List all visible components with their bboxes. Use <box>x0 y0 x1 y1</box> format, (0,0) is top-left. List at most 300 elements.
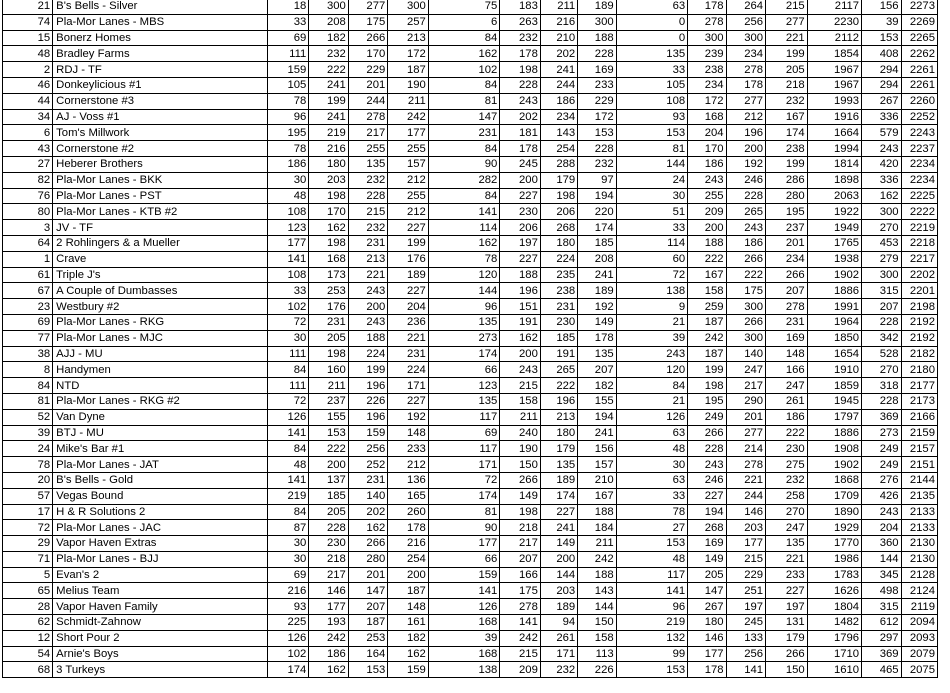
team-number-cell: 65 <box>3 583 53 599</box>
score-cell: 2225 <box>901 188 937 204</box>
team-number-cell: 61 <box>3 267 53 283</box>
score-cell: 84 <box>267 441 309 457</box>
score-cell: 169 <box>578 62 616 78</box>
score-cell: 238 <box>540 283 577 299</box>
score-cell: 209 <box>688 204 726 220</box>
score-cell: 1916 <box>807 109 861 125</box>
score-cell: 175 <box>348 14 387 30</box>
score-cell: 300 <box>388 0 429 14</box>
score-cell: 207 <box>500 551 541 567</box>
score-cell: 369 <box>862 409 901 425</box>
table-row <box>3 46 938 62</box>
score-cell: 256 <box>726 14 765 30</box>
score-cell: 198 <box>688 378 726 394</box>
score-cell: 188 <box>348 330 387 346</box>
score-cell: 228 <box>862 393 901 409</box>
score-cell: 177 <box>726 536 765 552</box>
score-cell: 132 <box>616 630 688 646</box>
score-cell: 1886 <box>807 425 861 441</box>
score-cell: 102 <box>428 62 500 78</box>
score-cell: 212 <box>388 204 429 220</box>
team-number-cell: 5 <box>3 567 53 583</box>
score-cell: 242 <box>309 630 348 646</box>
score-cell: 93 <box>616 109 688 125</box>
score-cell: 9 <box>616 299 688 315</box>
score-cell: 200 <box>500 346 541 362</box>
team-name-cell: AJJ - MU <box>53 346 268 362</box>
score-cell: 221 <box>766 30 808 46</box>
score-cell: 579 <box>862 125 901 141</box>
score-cell: 318 <box>862 378 901 394</box>
score-cell: 177 <box>388 125 429 141</box>
score-cell: 189 <box>578 283 616 299</box>
score-cell: 256 <box>348 441 387 457</box>
score-cell: 149 <box>500 488 541 504</box>
score-cell: 186 <box>766 409 808 425</box>
score-cell: 226 <box>578 662 616 678</box>
score-cell: 159 <box>388 662 429 678</box>
team-number-cell: 6 <box>3 125 53 141</box>
team-name-cell: Cornerstone #2 <box>53 141 268 157</box>
table-row <box>3 425 938 441</box>
score-cell: 315 <box>862 283 901 299</box>
team-number-cell: 12 <box>3 630 53 646</box>
score-cell: 158 <box>578 630 616 646</box>
score-cell: 96 <box>267 109 309 125</box>
score-cell: 207 <box>578 362 616 378</box>
score-cell: 168 <box>428 646 500 662</box>
score-cell: 244 <box>540 77 577 93</box>
score-cell: 1967 <box>807 62 861 78</box>
score-cell: 81 <box>428 504 500 520</box>
score-cell: 244 <box>726 488 765 504</box>
score-cell: 33 <box>267 283 309 299</box>
score-cell: 297 <box>862 630 901 646</box>
team-name-cell: Heberer Brothers <box>53 156 268 172</box>
score-cell: 171 <box>428 457 500 473</box>
score-cell: 202 <box>500 109 541 125</box>
score-cell: 155 <box>309 409 348 425</box>
score-cell: 155 <box>578 393 616 409</box>
score-cell: 247 <box>766 378 808 394</box>
score-cell: 135 <box>428 314 500 330</box>
score-cell: 1922 <box>807 204 861 220</box>
score-cell: 215 <box>500 378 541 394</box>
team-number-cell: 62 <box>3 615 53 631</box>
score-cell: 149 <box>578 314 616 330</box>
score-cell: 251 <box>726 583 765 599</box>
score-cell: 207 <box>348 599 387 615</box>
score-cell: 2269 <box>901 14 937 30</box>
score-cell: 192 <box>388 409 429 425</box>
score-cell: 196 <box>540 393 577 409</box>
score-cell: 205 <box>766 62 808 78</box>
score-cell: 200 <box>309 457 348 473</box>
score-cell: 201 <box>726 409 765 425</box>
score-cell: 408 <box>862 46 901 62</box>
score-cell: 1994 <box>807 141 861 157</box>
team-name-cell: Arnie's Boys <box>53 646 268 662</box>
table-row <box>3 314 938 330</box>
score-cell: 222 <box>688 251 726 267</box>
score-cell: 78 <box>616 504 688 520</box>
score-cell: 2112 <box>807 30 861 46</box>
score-cell: 2218 <box>901 235 937 251</box>
score-cell: 108 <box>616 93 688 109</box>
score-cell: 197 <box>500 235 541 251</box>
score-cell: 240 <box>500 425 541 441</box>
score-cell: 212 <box>726 109 765 125</box>
score-cell: 141 <box>428 583 500 599</box>
team-name-cell: 3 Turkeys <box>53 662 268 678</box>
score-cell: 227 <box>688 488 726 504</box>
score-cell: 2159 <box>901 425 937 441</box>
score-cell: 191 <box>500 314 541 330</box>
score-cell: 270 <box>862 220 901 236</box>
score-cell: 217 <box>348 125 387 141</box>
score-cell: 149 <box>688 551 726 567</box>
score-cell: 2202 <box>901 267 937 283</box>
score-cell: 245 <box>726 615 765 631</box>
score-cell: 126 <box>428 599 500 615</box>
team-number-cell: 29 <box>3 536 53 552</box>
score-cell: 33 <box>616 488 688 504</box>
score-cell: 203 <box>309 172 348 188</box>
table-row <box>3 362 938 378</box>
score-cell: 197 <box>726 599 765 615</box>
score-cell: 216 <box>540 14 577 30</box>
score-cell: 2198 <box>901 299 937 315</box>
score-cell: 0 <box>616 30 688 46</box>
score-cell: 33 <box>616 62 688 78</box>
score-cell: 2180 <box>901 362 937 378</box>
score-cell: 162 <box>862 188 901 204</box>
score-cell: 241 <box>578 267 616 283</box>
team-name-cell: 2 Rohlingers & a Mueller <box>53 235 268 251</box>
score-cell: 243 <box>726 220 765 236</box>
score-cell: 147 <box>348 583 387 599</box>
score-cell: 2265 <box>901 30 937 46</box>
score-cell: 81 <box>428 93 500 109</box>
score-cell: 164 <box>348 646 387 662</box>
score-cell: 168 <box>309 251 348 267</box>
score-cell: 249 <box>862 441 901 457</box>
score-cell: 126 <box>267 630 309 646</box>
score-cell: 241 <box>540 62 577 78</box>
score-cell: 258 <box>766 488 808 504</box>
score-cell: 166 <box>500 567 541 583</box>
team-number-cell: 78 <box>3 457 53 473</box>
score-cell: 243 <box>862 504 901 520</box>
score-cell: 84 <box>428 77 500 93</box>
score-cell: 189 <box>540 599 577 615</box>
score-cell: 227 <box>388 393 429 409</box>
score-cell: 300 <box>726 299 765 315</box>
score-cell: 126 <box>616 409 688 425</box>
team-name-cell: Pla-Mor Lanes - MJC <box>53 330 268 346</box>
score-cell: 227 <box>500 188 541 204</box>
score-cell: 114 <box>428 220 500 236</box>
score-cell: 253 <box>348 630 387 646</box>
score-cell: 226 <box>348 393 387 409</box>
score-cell: 221 <box>388 330 429 346</box>
score-cell: 2157 <box>901 441 937 457</box>
score-cell: 1610 <box>807 662 861 678</box>
score-cell: 140 <box>726 346 765 362</box>
score-cell: 231 <box>348 472 387 488</box>
score-cell: 176 <box>309 299 348 315</box>
score-cell: 300 <box>726 30 765 46</box>
score-cell: 105 <box>616 77 688 93</box>
score-cell: 243 <box>616 346 688 362</box>
score-cell: 255 <box>688 188 726 204</box>
score-cell: 135 <box>428 393 500 409</box>
score-cell: 228 <box>578 141 616 157</box>
score-cell: 66 <box>428 551 500 567</box>
score-cell: 123 <box>267 220 309 236</box>
team-number-cell: 24 <box>3 441 53 457</box>
score-cell: 198 <box>309 188 348 204</box>
score-cell: 188 <box>688 235 726 251</box>
score-cell: 2079 <box>901 646 937 662</box>
score-cell: 205 <box>309 504 348 520</box>
score-cell: 182 <box>309 30 348 46</box>
score-cell: 99 <box>616 646 688 662</box>
score-cell: 228 <box>688 441 726 457</box>
score-cell: 206 <box>540 204 577 220</box>
score-cell: 213 <box>540 409 577 425</box>
score-cell: 72 <box>267 393 309 409</box>
score-cell: 238 <box>766 141 808 157</box>
score-cell: 232 <box>348 172 387 188</box>
table-row <box>3 172 938 188</box>
score-cell: 72 <box>428 472 500 488</box>
score-cell: 2094 <box>901 615 937 631</box>
score-cell: 266 <box>688 425 726 441</box>
score-cell: 199 <box>348 362 387 378</box>
score-cell: 185 <box>540 330 577 346</box>
score-cell: 177 <box>267 235 309 251</box>
score-cell: 1804 <box>807 599 861 615</box>
score-cell: 184 <box>578 520 616 536</box>
score-cell: 120 <box>428 267 500 283</box>
score-cell: 202 <box>540 46 577 62</box>
score-cell: 232 <box>540 662 577 678</box>
team-number-cell: 72 <box>3 520 53 536</box>
score-cell: 182 <box>388 630 429 646</box>
score-cell: 228 <box>578 46 616 62</box>
score-cell: 141 <box>616 583 688 599</box>
score-cell: 196 <box>348 409 387 425</box>
team-number-cell: 74 <box>3 14 53 30</box>
score-cell: 225 <box>267 615 309 631</box>
score-cell: 232 <box>578 156 616 172</box>
score-cell: 261 <box>766 393 808 409</box>
score-cell: 300 <box>726 330 765 346</box>
score-cell: 205 <box>309 330 348 346</box>
score-cell: 153 <box>616 536 688 552</box>
score-cell: 221 <box>726 472 765 488</box>
score-cell: 133 <box>726 630 765 646</box>
score-cell: 196 <box>348 378 387 394</box>
score-cell: 2117 <box>807 0 861 14</box>
score-cell: 51 <box>616 204 688 220</box>
score-cell: 270 <box>766 504 808 520</box>
score-cell: 232 <box>348 220 387 236</box>
team-number-cell: 15 <box>3 30 53 46</box>
score-cell: 75 <box>428 0 500 14</box>
score-cell: 114 <box>616 235 688 251</box>
table-row <box>3 520 938 536</box>
score-cell: 147 <box>428 109 500 125</box>
score-cell: 214 <box>726 441 765 457</box>
score-cell: 117 <box>428 409 500 425</box>
score-cell: 266 <box>500 472 541 488</box>
score-cell: 144 <box>862 551 901 567</box>
score-cell: 1859 <box>807 378 861 394</box>
score-cell: 200 <box>688 220 726 236</box>
team-number-cell: 1 <box>3 251 53 267</box>
table-row <box>3 141 938 157</box>
score-cell: 151 <box>500 299 541 315</box>
team-name-cell: Vapor Haven Extras <box>53 536 268 552</box>
score-cell: 213 <box>388 30 429 46</box>
score-cell: 176 <box>388 251 429 267</box>
table-row <box>3 551 938 567</box>
score-cell: 2219 <box>901 220 937 236</box>
score-cell: 30 <box>267 551 309 567</box>
score-cell: 159 <box>428 567 500 583</box>
score-cell: 113 <box>578 646 616 662</box>
score-cell: 39 <box>428 630 500 646</box>
score-cell: 39 <box>862 14 901 30</box>
team-name-cell: Vapor Haven Family <box>53 599 268 615</box>
score-cell: 188 <box>578 567 616 583</box>
table-row <box>3 77 938 93</box>
score-cell: 144 <box>578 599 616 615</box>
score-cell: 233 <box>388 441 429 457</box>
score-cell: 1710 <box>807 646 861 662</box>
table-row <box>3 14 938 30</box>
score-cell: 175 <box>726 283 765 299</box>
score-cell: 222 <box>309 62 348 78</box>
score-cell: 30 <box>616 457 688 473</box>
score-cell: 278 <box>726 62 765 78</box>
score-cell: 162 <box>348 520 387 536</box>
score-cell: 186 <box>688 156 726 172</box>
score-cell: 201 <box>348 77 387 93</box>
score-cell: 243 <box>688 172 726 188</box>
score-cell: 242 <box>688 330 726 346</box>
score-cell: 87 <box>267 520 309 536</box>
score-cell: 203 <box>726 520 765 536</box>
score-cell: 253 <box>309 283 348 299</box>
table-row <box>3 220 938 236</box>
score-cell: 144 <box>616 156 688 172</box>
score-cell: 255 <box>388 141 429 157</box>
score-cell: 218 <box>500 520 541 536</box>
team-name-cell: Pla-Mor Lanes - JAT <box>53 457 268 473</box>
team-name-cell: Bradley Farms <box>53 46 268 62</box>
team-name-cell: RDJ - TF <box>53 62 268 78</box>
score-cell: 150 <box>766 662 808 678</box>
score-cell: 135 <box>616 46 688 62</box>
score-cell: 280 <box>766 188 808 204</box>
score-cell: 180 <box>540 425 577 441</box>
team-number-cell: 21 <box>3 0 53 14</box>
score-cell: 199 <box>309 93 348 109</box>
score-cell: 188 <box>578 30 616 46</box>
table-row <box>3 62 938 78</box>
score-cell: 194 <box>578 409 616 425</box>
score-cell: 126 <box>267 409 309 425</box>
score-cell: 200 <box>348 299 387 315</box>
team-number-cell: 81 <box>3 393 53 409</box>
score-cell: 96 <box>428 299 500 315</box>
score-cell: 102 <box>267 299 309 315</box>
score-cell: 159 <box>348 425 387 441</box>
team-name-cell: Pla-Mor Lanes - MBS <box>53 14 268 30</box>
score-cell: 66 <box>428 362 500 378</box>
score-cell: 236 <box>388 314 429 330</box>
score-cell: 27 <box>616 520 688 536</box>
score-cell: 230 <box>540 314 577 330</box>
score-cell: 278 <box>348 109 387 125</box>
score-cell: 1796 <box>807 630 861 646</box>
score-cell: 228 <box>726 188 765 204</box>
score-cell: 268 <box>688 520 726 536</box>
score-cell: 300 <box>862 267 901 283</box>
score-cell: 228 <box>500 77 541 93</box>
score-cell: 187 <box>348 615 387 631</box>
score-cell: 177 <box>428 536 500 552</box>
score-cell: 232 <box>766 93 808 109</box>
score-cell: 174 <box>766 125 808 141</box>
score-cell: 135 <box>540 457 577 473</box>
table-row <box>3 299 938 315</box>
score-cell: 169 <box>688 536 726 552</box>
score-cell: 189 <box>388 267 429 283</box>
score-cell: 227 <box>766 583 808 599</box>
score-cell: 153 <box>348 662 387 678</box>
score-cell: 1890 <box>807 504 861 520</box>
table-row <box>3 662 938 678</box>
score-cell: 1902 <box>807 457 861 473</box>
score-cell: 2093 <box>901 630 937 646</box>
score-cell: 211 <box>578 536 616 552</box>
score-cell: 465 <box>862 662 901 678</box>
team-name-cell: Crave <box>53 251 268 267</box>
table-row <box>3 567 938 583</box>
score-cell: 1898 <box>807 172 861 188</box>
score-cell: 203 <box>540 583 577 599</box>
score-cell: 235 <box>540 267 577 283</box>
score-cell: 172 <box>578 109 616 125</box>
score-cell: 24 <box>616 172 688 188</box>
score-cell: 1854 <box>807 46 861 62</box>
score-cell: 288 <box>540 156 577 172</box>
score-cell: 200 <box>540 551 577 567</box>
score-cell: 231 <box>428 125 500 141</box>
team-number-cell: 46 <box>3 77 53 93</box>
score-cell: 217 <box>309 567 348 583</box>
score-cell: 286 <box>766 172 808 188</box>
score-cell: 141 <box>500 615 541 631</box>
score-cell: 199 <box>688 362 726 378</box>
score-cell: 105 <box>267 77 309 93</box>
team-number-cell: 57 <box>3 488 53 504</box>
score-cell: 280 <box>348 551 387 567</box>
